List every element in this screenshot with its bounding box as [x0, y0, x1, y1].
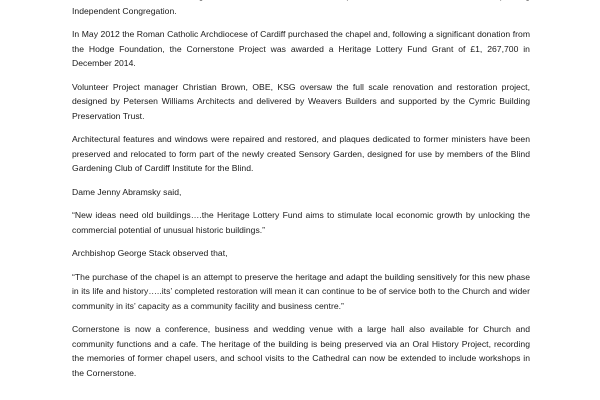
- paragraph-archdiocese-purchase: In May 2012 the Roman Catholic Archdiocese of Cardiff purchased the chapel and, following a significant donation from the Hodge Foundation, the Cornerstone Project was awarded a Heritage Lottery Fund Grant of £1, 267,700 in December 2014.: [72, 29, 530, 68]
- paragraph-chapel-history: Independent Congregation.: [72, 5, 177, 16]
- document-page: [72, 0, 530, 400]
- paragraph-abramsky-intro: Dame Jenny Abramsky said,: [72, 186, 182, 197]
- quote-abramsky: “New ideas need old buildings….the Heritage Lottery Fund aims to stimulate local economic growth by unlocking the commercial potential of unusual historic buildings.”: [72, 210, 530, 235]
- paragraph-architectural-features: Architectural features and windows were repaired and restored, and plaques dedicated to former ministers have been preserved and relocated to form part of the newly created Sensory Garden, designed for use by members of the Blind Gardening Club of Cardiff Institute for the Blind.: [72, 134, 530, 173]
- paragraph-project-manager: Volunteer Project manager Christian Brown, OBE, KSG oversaw the full scale renovation and restoration project, designed by Petersen Williams Architects and delivered by Weavers Builders and supported by the Cymric Building Preservation Trust.: [72, 81, 530, 121]
- quote-stack: “The purchase of the chapel is an attempt to preserve the heritage and adapt the building sensitively for this new phase in its life and history…..its’ completed restoration will mean it can continue to be of service both to the Church and wider community in its’ capacity as a community facility and business centre.”: [72, 271, 530, 311]
- paragraph-stack-intro: Archbishop George Stack observed that,: [72, 248, 228, 258]
- paragraph-cornerstone-venue: Cornerstone is now a conference, business and wedding venue with a large hall also available for Church and community functions and a cafe. The heritage of the building is being preserved via an Oral History Project, recording the memories of former chapel users, and school visits to the Cathedral can now be extended to include workshops in the Cornerstone.: [72, 324, 530, 378]
